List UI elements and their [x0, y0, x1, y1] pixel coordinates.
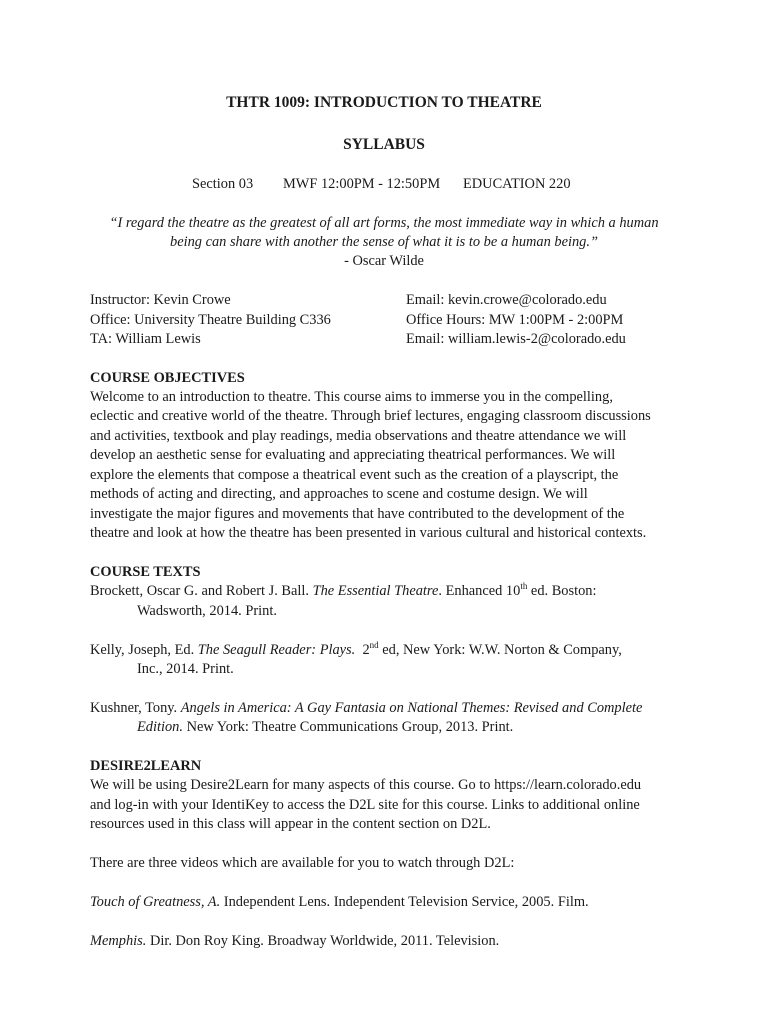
d2l-line: We will be using Desire2Learn for many aspects of this course. Go to https://learn.colorado.edu: [90, 777, 642, 793]
citation-author: Kushner, Tony.: [90, 700, 181, 716]
objectives-line: explore the elements that compose a theatrical event such as the creation of a playscript, the: [90, 467, 619, 483]
epigraph-line-1: “I regard the theatre as the greatest of all art forms, the most immediate way in which a human: [109, 215, 659, 231]
text-citation-1: [90, 583, 597, 600]
instructor-email: Email: kevin.crowe@colorado.edu: [406, 292, 607, 308]
objectives-line: investigate the major figures and movements that have contributed to the development of the: [90, 506, 625, 522]
text-citation-3: [90, 700, 642, 717]
videos-intro: There are three videos which are available for you to watch through D2L:: [90, 855, 515, 871]
citation-title: Edition.: [137, 719, 183, 735]
d2l-line: and log-in with your IdentiKey to access the D2L site for this course. Links to additional online: [90, 797, 640, 813]
instructor-name: Instructor: Kevin Crowe: [90, 292, 231, 308]
citation-detail: New York: Theatre Communications Group, 2013. Print.: [182, 719, 514, 735]
text-citation-1-cont: Wadsworth, 2014. Print.: [137, 603, 277, 619]
edition-superscript: nd: [369, 640, 379, 651]
class-schedule: MWF 12:00PM - 12:50PM: [283, 176, 441, 192]
objectives-line: theatre and look at how the theatre has been presented in various cultural and historical contexts.: [90, 525, 647, 541]
course-title: THTR 1009: INTRODUCTION TO THEATRE: [226, 94, 542, 111]
section-number: Section 03: [192, 176, 254, 192]
ta-email: Email: william.lewis-2@colorado.edu: [406, 331, 626, 347]
citation-author: Kelly, Joseph, Ed.: [90, 642, 198, 658]
objectives-line: develop an aesthetic sense for evaluating and appreciating theatrical performances. We will: [90, 447, 616, 463]
document-title: SYLLABUS: [343, 136, 425, 153]
video-item-1: [90, 894, 589, 911]
citation-author: Brockett, Oscar G. and Robert J. Ball.: [90, 583, 313, 599]
citation-title: The Seagull Reader: Plays.: [197, 642, 356, 658]
objectives-heading: COURSE OBJECTIVES: [90, 370, 245, 386]
citation-title: Angels in America: A Gay Fantasia on National Themes: Revised and Complete: [180, 700, 643, 716]
epigraph-attribution: - Oscar Wilde: [344, 253, 424, 269]
text-citation-2-cont: Inc., 2014. Print.: [137, 661, 234, 677]
video-title: Memphis.: [90, 933, 147, 949]
ta-name: TA: William Lewis: [90, 331, 201, 347]
objectives-line: methods of acting and directing, and approaches to scene and costume design. We will: [90, 486, 588, 502]
objectives-line: eclectic and creative world of the theatre. Through brief lectures, engaging classroom discussions: [90, 408, 651, 424]
instructor-office: Office: University Theatre Building C336: [90, 312, 331, 328]
citation-detail: ed, New York: W.W. Norton & Company,: [378, 642, 622, 658]
text-citation-3-cont: [137, 719, 513, 736]
video-item-2: [90, 933, 499, 950]
objectives-line: and activities, textbook and play readings, media observations and theatre attendance we will: [90, 428, 627, 444]
office-hours: Office Hours: MW 1:00PM - 2:00PM: [406, 312, 624, 328]
epigraph-line-2: being can share with another the sense of what it is to be a human being.”: [170, 234, 598, 250]
objectives-line: Welcome to an introduction to theatre. This course aims to immerse you in the compelling,: [90, 389, 613, 405]
citation-detail: ed. Boston:: [527, 583, 597, 599]
d2l-heading: DESIRE2LEARN: [90, 758, 202, 774]
texts-heading: COURSE TEXTS: [90, 564, 201, 580]
class-location: EDUCATION 220: [463, 176, 571, 192]
citation-title: The Essential Theatre: [312, 583, 439, 599]
video-detail: Independent Lens. Independent Television Service, 2005. Film.: [220, 894, 589, 910]
d2l-line: resources used in this class will appear in the content section on D2L.: [90, 816, 491, 832]
citation-detail: . Enhanced 10: [438, 583, 521, 599]
video-detail: Dir. Don Roy King. Broadway Worldwide, 2011. Television.: [146, 933, 500, 949]
citation-detail: 2: [355, 642, 370, 658]
text-citation-2: [90, 642, 622, 659]
edition-superscript: th: [520, 581, 528, 592]
video-title: Touch of Greatness, A.: [90, 894, 221, 910]
